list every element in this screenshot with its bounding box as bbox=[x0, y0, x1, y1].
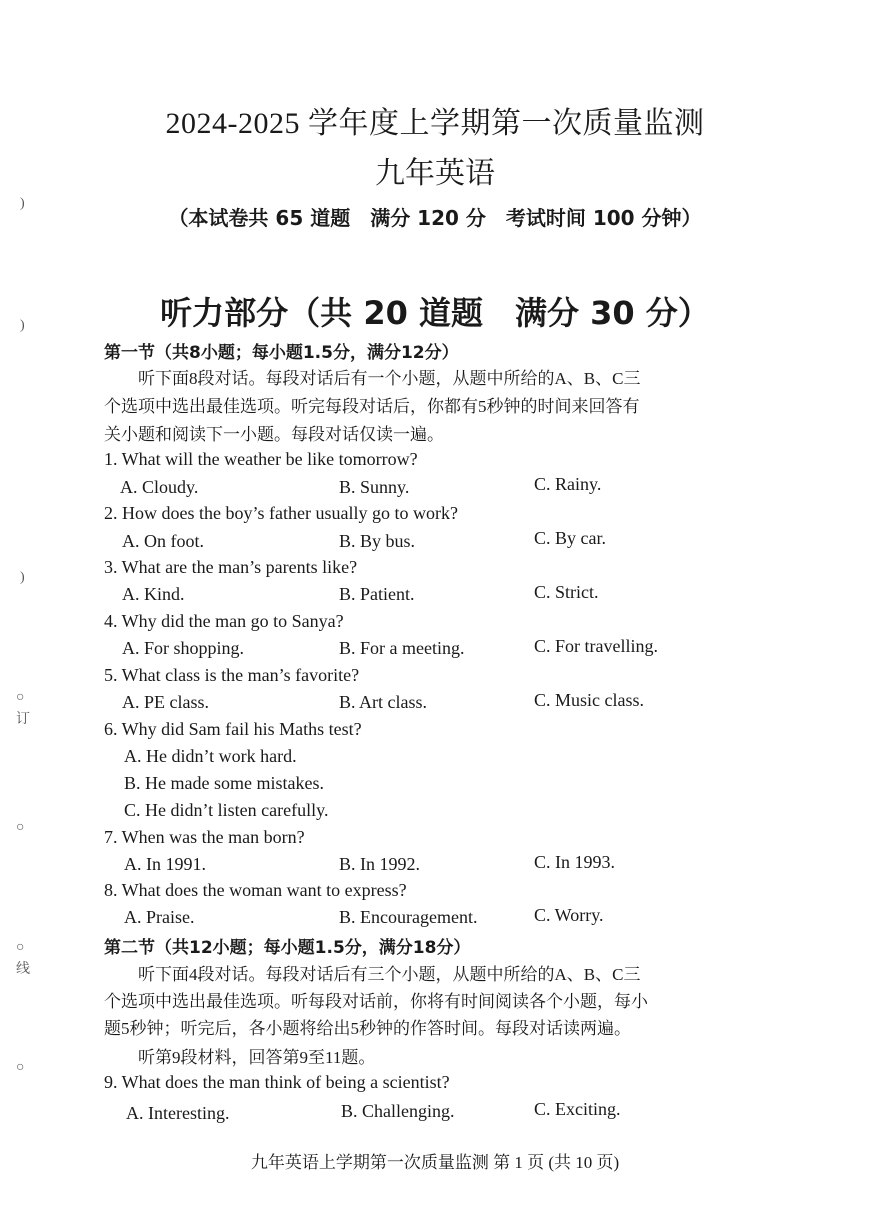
option-b: B. Challenging. bbox=[341, 1101, 455, 1121]
exam-info: （本试卷共 65 道题 满分 120 分 考试时间 100 分钟） bbox=[168, 206, 702, 230]
section1-instruction-line: 个选项中选出最佳选项。听完每段对话后，你都有5秒钟的时间来回答有 bbox=[104, 397, 640, 416]
binding-mark: ) bbox=[20, 196, 25, 211]
question-stem: 6. Why did Sam fail his Maths test? bbox=[104, 719, 362, 739]
binding-mark: ) bbox=[20, 318, 25, 333]
question-stem: 4. Why did the man go to Sanya? bbox=[104, 611, 344, 631]
option-c: C. In 1993. bbox=[534, 852, 615, 872]
option-c: C. He didn’t listen carefully. bbox=[124, 800, 329, 820]
question-stem: 7. When was the man born? bbox=[104, 827, 305, 847]
section1-heading: 第一节（共8小题；每小题1.5分，满分12分） bbox=[104, 343, 459, 363]
option-c: C. Rainy. bbox=[534, 474, 602, 494]
section2-instruction-line: 个选项中选出最佳选项。听每段对话前，你将有时间阅读各个小题，每小 bbox=[104, 992, 648, 1011]
binding-char-ding: 订 bbox=[16, 712, 30, 727]
option-a: A. Interesting. bbox=[126, 1103, 230, 1123]
option-a: A. Praise. bbox=[124, 907, 195, 927]
option-b: B. Encouragement. bbox=[339, 907, 478, 927]
option-b: B. Art class. bbox=[339, 692, 427, 712]
option-b: B. In 1992. bbox=[339, 854, 420, 874]
option-b: B. Sunny. bbox=[339, 477, 410, 497]
binding-char-xian: 线 bbox=[16, 962, 30, 977]
option-b: B. He made some mistakes. bbox=[124, 773, 324, 793]
option-a: A. For shopping. bbox=[122, 638, 245, 658]
binding-mark: ○ bbox=[16, 820, 25, 835]
option-c: C. Strict. bbox=[534, 582, 599, 602]
option-c: C. Worry. bbox=[534, 905, 604, 925]
option-b: B. By bus. bbox=[339, 531, 416, 551]
option-c: C. By car. bbox=[534, 528, 606, 548]
option-a: A. He didn’t work hard. bbox=[124, 746, 297, 766]
binding-mark: ○ bbox=[16, 1060, 25, 1075]
section1-instruction-line: 关小题和阅读下一小题。每段对话仅读一遍。 bbox=[104, 425, 444, 444]
option-a: A. On foot. bbox=[122, 531, 204, 551]
option-a: A. Kind. bbox=[122, 584, 185, 604]
option-a: A. In 1991. bbox=[124, 854, 206, 874]
option-a: A. Cloudy. bbox=[120, 477, 199, 497]
page-footer: 九年英语上学期第一次质量监测 第 1 页 (共 10 页) bbox=[250, 1153, 620, 1172]
question-stem: 2. How does the boy’s father usually go to work? bbox=[104, 503, 458, 523]
question-stem: 9. What does the man think of being a scientist? bbox=[104, 1072, 450, 1092]
section2-instruction-line: 听下面4段对话。每段对话后有三个小题，从题中所给的A、B、C三 bbox=[104, 965, 641, 984]
option-c: C. Music class. bbox=[534, 690, 644, 710]
exam-title: 2024-2025 学年度上学期第一次质量监测 bbox=[165, 107, 705, 140]
question-stem: 8. What does the woman want to express? bbox=[104, 880, 407, 900]
option-b: B. Patient. bbox=[339, 584, 415, 604]
question-stem: 3. What are the man’s parents like? bbox=[104, 557, 358, 577]
option-b: B. For a meeting. bbox=[339, 638, 465, 658]
section2-heading: 第二节（共12小题；每小题1.5分，满分18分） bbox=[104, 938, 471, 958]
binding-mark: ○ bbox=[16, 690, 25, 705]
option-c: C. For travelling. bbox=[534, 636, 658, 656]
section2-instruction-line: 题5秒钟；听完后，各小题将给出5秒钟的作答时间。每段对话读两遍。 bbox=[104, 1019, 631, 1038]
question-stem: 1. What will the weather be like tomorrow? bbox=[104, 449, 418, 469]
option-a: A. PE class. bbox=[122, 692, 209, 712]
material-note: 听第9段材料，回答第9至11题。 bbox=[104, 1048, 376, 1067]
exam-subject: 九年英语 bbox=[375, 157, 495, 190]
question-stem: 5. What class is the man’s favorite? bbox=[104, 665, 360, 685]
option-c: C. Exciting. bbox=[534, 1099, 621, 1119]
section1-instruction-line: 听下面8段对话。每段对话后有一个小题，从题中所给的A、B、C三 bbox=[104, 369, 641, 388]
part-title: 听力部分（共 20 道题 满分 30 分） bbox=[160, 294, 710, 332]
binding-mark: ) bbox=[20, 570, 25, 585]
binding-mark: ○ bbox=[16, 940, 25, 955]
